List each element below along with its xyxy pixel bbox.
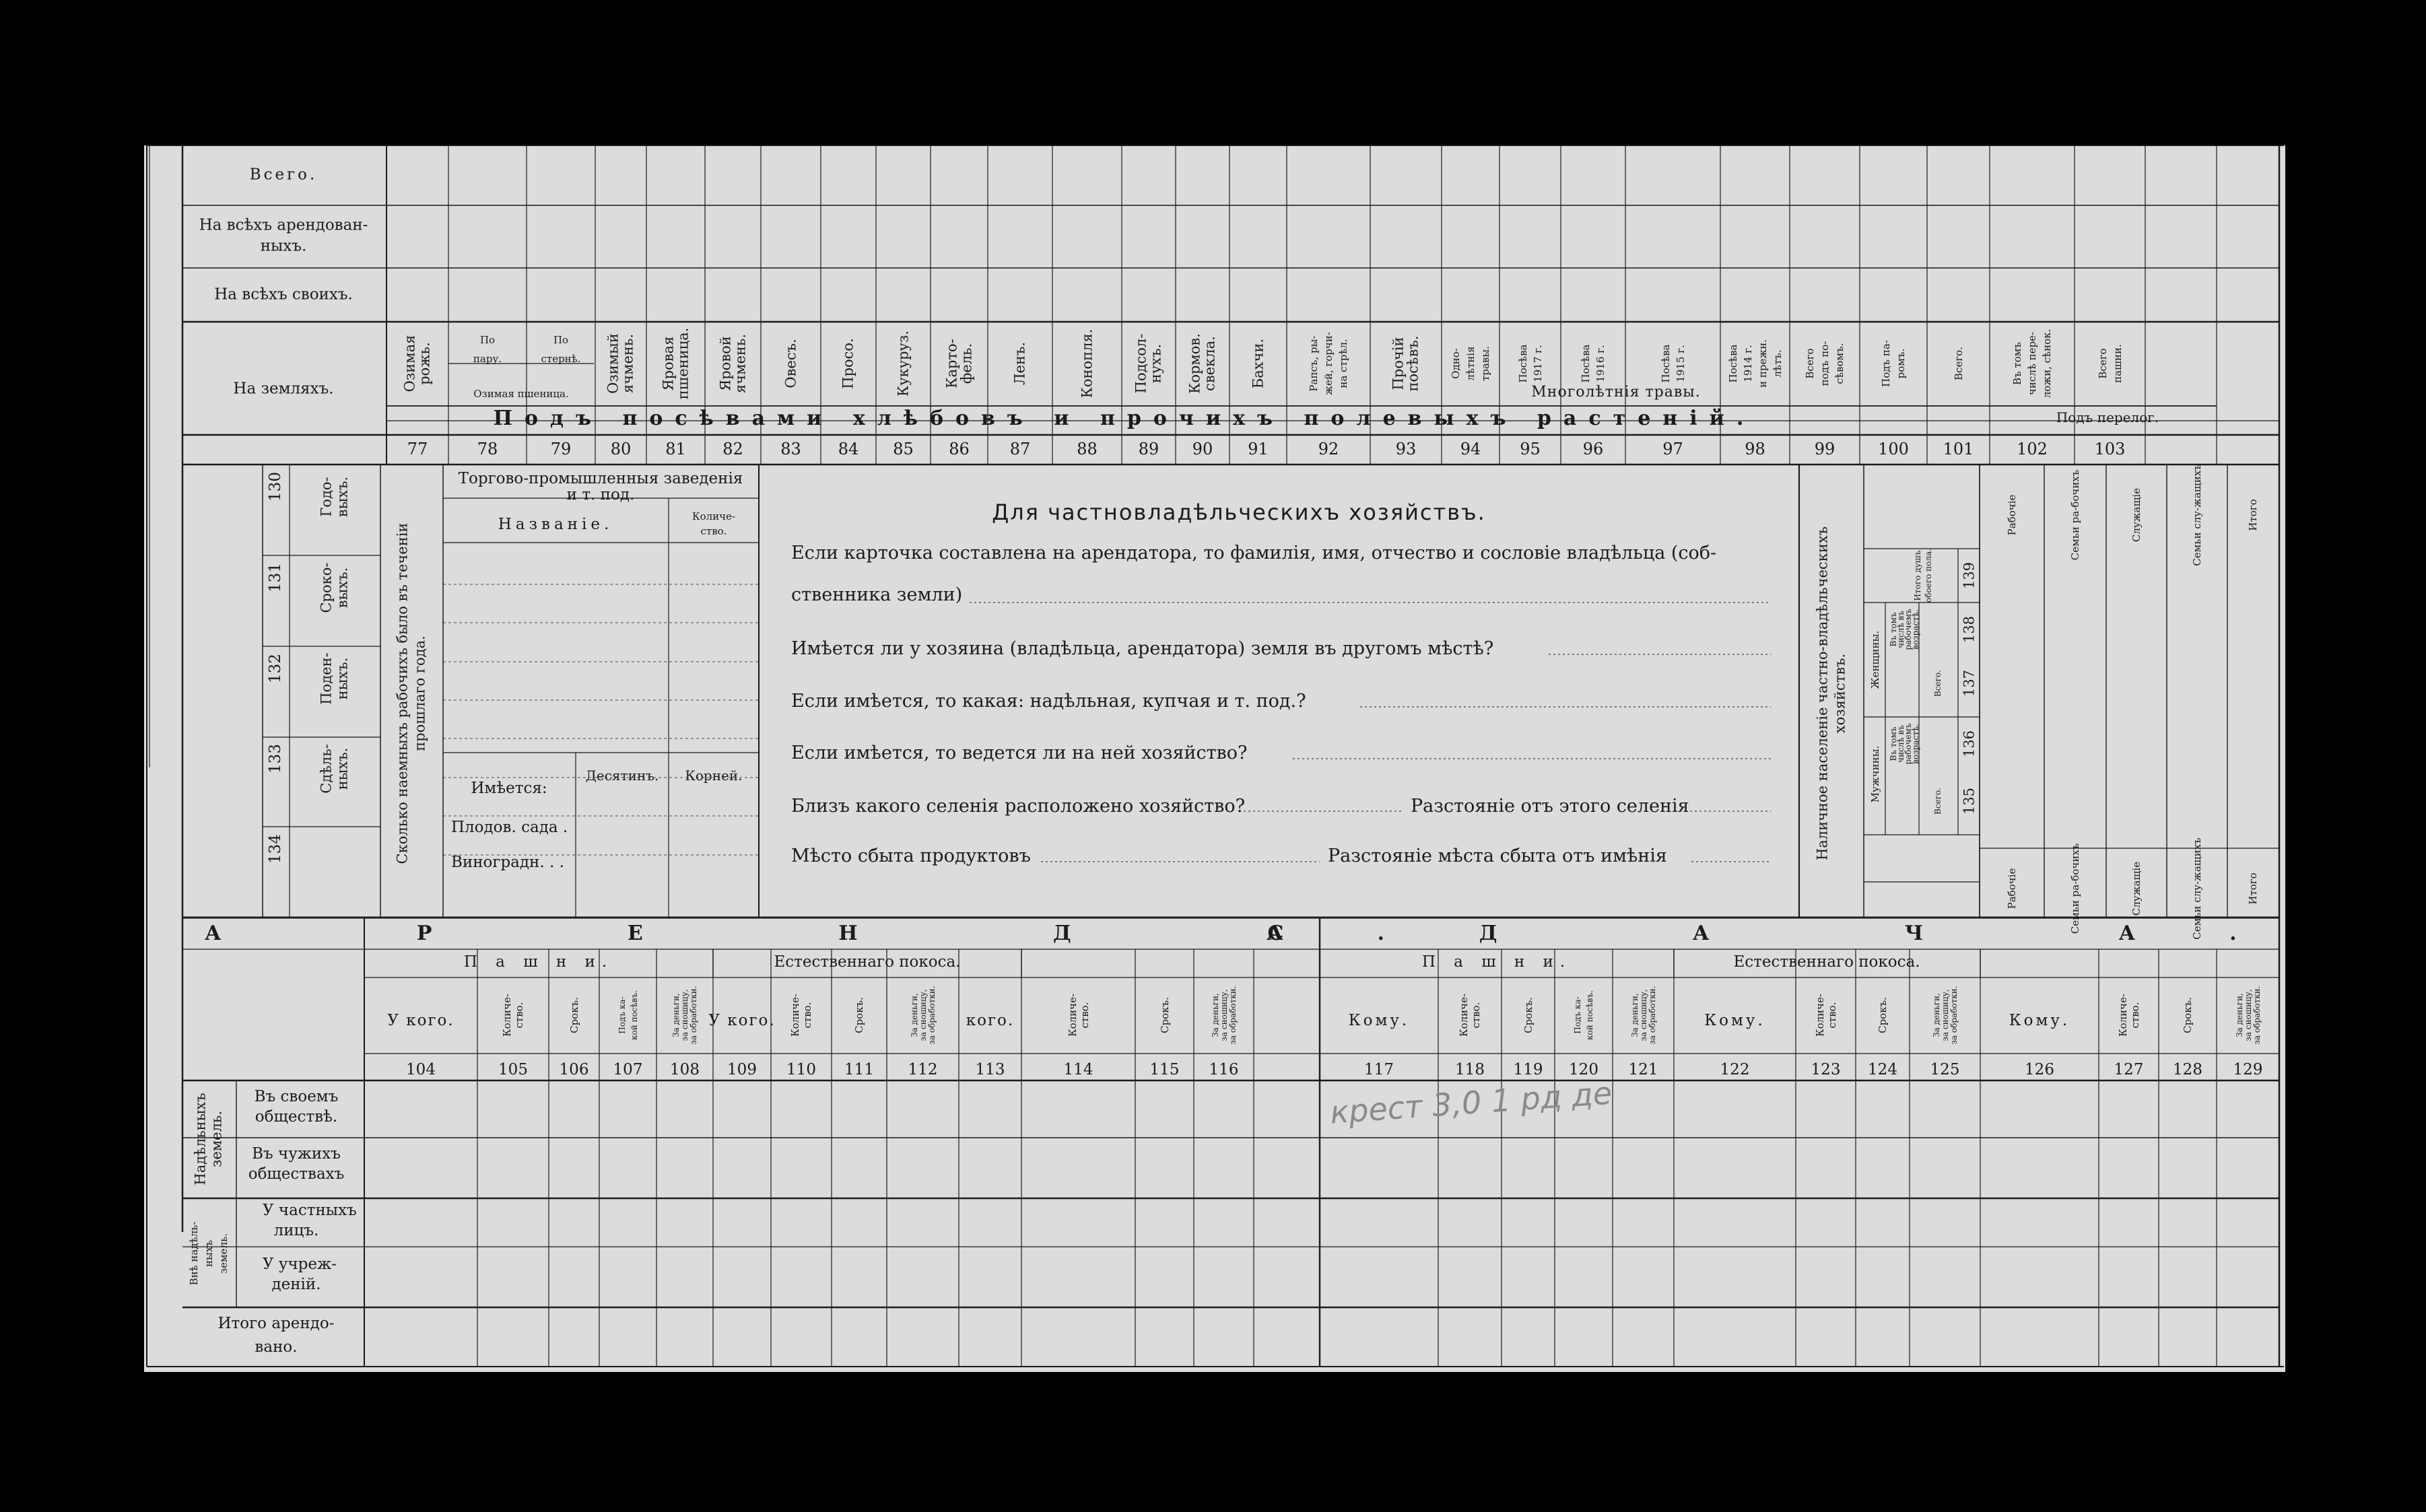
crop-col-label: Яровая: [659, 336, 676, 391]
crop-col-number: 90: [1192, 440, 1213, 458]
crop-col-label: Бахчи.: [1249, 338, 1266, 389]
sdacha-num: 119: [1513, 1061, 1543, 1078]
crop-col-label: По: [553, 334, 569, 346]
row-label-v-chuzhikh: Въ чужихъ: [252, 1145, 341, 1163]
crop-col-label: Яровой: [716, 336, 733, 391]
pop-col-top: Семьи слу-жащихъ: [2191, 464, 2203, 566]
crop-col-label: травы.: [1479, 346, 1491, 381]
trade-name-header: Названiе.: [498, 516, 613, 533]
sdacha-header: ство.: [2128, 1002, 2141, 1029]
crop-col-number: 95: [1520, 440, 1541, 458]
crop-col-number: 83: [780, 440, 801, 458]
sdacha-num: 123: [1811, 1061, 1841, 1078]
arenda-header: за сношицу,: [679, 989, 689, 1041]
pop-num: 135: [1961, 787, 1978, 815]
sdacha-num: 127: [2114, 1061, 2144, 1078]
sdacha-num: 128: [2173, 1061, 2202, 1078]
sdacha-header: Кому.: [2009, 1012, 2070, 1029]
sdacha-header: Количе-: [2116, 993, 2129, 1037]
arenda-num: 112: [908, 1061, 938, 1078]
crop-col-label: и прежн.: [1756, 339, 1769, 388]
crop-col-number: 92: [1318, 440, 1339, 458]
crop-col-label: Ленъ.: [1011, 342, 1028, 385]
private-question: Разстоянiе отъ этого селенiя: [1411, 796, 1689, 817]
crop-col-label: 1914 г.: [1741, 345, 1754, 382]
pop-vtom-w: возрастѣ.: [1910, 609, 1920, 650]
crop-col-label: фель.: [957, 343, 974, 384]
crop-col-label: Одно-: [1450, 348, 1462, 379]
pop-vsego-w: Всего.: [1932, 670, 1943, 697]
sdacha-title: С Д А Ч А.: [1267, 922, 2331, 945]
private-title: Для частновладѣльческихъ хозяйствъ.: [992, 500, 1486, 525]
crop-col-number: 100: [1878, 440, 1909, 458]
private-question: Имѣется ли у хозяина (владѣльца, арендатора) земля въ другомъ мѣстѣ?: [791, 638, 1494, 659]
sdacha-pashni: П а ш н и.: [1421, 953, 1572, 971]
pop-col-top: Служащiе: [2130, 487, 2143, 543]
arenda-num: 116: [1209, 1061, 1239, 1078]
crop-col-number: 79: [550, 440, 572, 458]
crop-col-label: По: [479, 334, 496, 346]
sdacha-header: За деньги,: [1629, 993, 1640, 1037]
crop-col-label: Озимый: [605, 333, 621, 394]
crop-col-number: 93: [1395, 440, 1417, 458]
row-label-vne-nadelnykh: земель.: [217, 1233, 230, 1274]
arenda-header: Количе-: [1066, 993, 1079, 1037]
sdacha-header: Количе-: [1458, 993, 1470, 1037]
crop-col-label: ячмень.: [731, 334, 748, 393]
crop-col-label: нухъ.: [1147, 343, 1164, 384]
crop-col-label: посѣвъ.: [1405, 335, 1421, 392]
arenda-header: За деньги,: [909, 993, 919, 1037]
arenda-header: за обработки.: [688, 986, 698, 1045]
row-label-svoikh: На всѣхъ своихъ.: [214, 285, 353, 304]
pop-num: 139: [1961, 561, 1978, 590]
left-row-label: Годо-: [318, 476, 335, 517]
hired-workers-label: прошлаго года.: [411, 635, 428, 751]
private-question: Близъ какого селенiя расположено хозяйство?: [791, 796, 1246, 817]
crop-col-label: 1916 г.: [1594, 345, 1607, 382]
row-label-u-uchrezhdeniy-2: денiй.: [271, 1276, 321, 1293]
crop-col-label: пшеница.: [674, 327, 691, 400]
row-label-v-chuzhikh-2: обществахъ: [248, 1165, 345, 1183]
crop-col-number: 89: [1138, 440, 1159, 458]
trade-title-2: и т. под.: [566, 486, 635, 504]
crop-col-label: ложи, сѣнок.: [2041, 329, 2053, 399]
pop-itogo: обоего пола.: [1923, 549, 1933, 603]
arenda-header: ство.: [801, 1002, 813, 1029]
sdacha-num: 117: [1364, 1061, 1394, 1078]
crop-col-label: Всего.: [1952, 347, 1965, 380]
arenda-header: За деньги,: [1210, 993, 1220, 1037]
trade-qty-header: Количе-: [692, 510, 736, 522]
crop-col-label: Кормов.: [1186, 333, 1203, 394]
private-question: Если имѣется, то какая: надѣльная, купчая и т. под.?: [791, 691, 1306, 712]
arenda-num: 114: [1063, 1061, 1093, 1078]
row-label-u-chastnykh-2: лицъ.: [273, 1222, 319, 1239]
crop-col-label: Рапсъ, ры-: [1308, 335, 1320, 392]
pop-col-top: Итого: [2247, 499, 2259, 531]
left-row-number: 132: [267, 653, 285, 683]
crop-col-number: 96: [1582, 440, 1604, 458]
arenda-num: 108: [670, 1061, 700, 1078]
crop-col-label: ромъ.: [1895, 348, 1907, 379]
sdacha-pokos: Естественнаго покоса.: [1733, 953, 1920, 971]
handwritten-note: крест 3,0 1 рд де: [1328, 1074, 1613, 1131]
arenda-header: Количе-: [501, 993, 513, 1037]
crop-col-label: числѣ пере-: [2026, 331, 2038, 396]
pop-muzhchiny: Мужчины.: [1869, 745, 1881, 803]
left-row-label: выхъ.: [334, 476, 351, 517]
row-label-arend-2: ныхъ.: [260, 237, 307, 255]
crop-col-label: Посѣва: [1726, 344, 1739, 383]
sdacha-header: за обработки.: [2252, 986, 2262, 1045]
sdacha-num: 120: [1569, 1061, 1598, 1078]
crop-col-label: 1917 г.: [1531, 345, 1544, 382]
crop-col-number: 91: [1248, 440, 1269, 458]
crop-col-label: Въ томъ: [2011, 342, 2023, 385]
sdacha-header: ство.: [1825, 1002, 1838, 1029]
crop-col-label: Карто-: [943, 339, 959, 388]
crop-col-label: пару.: [473, 353, 502, 365]
crop-col-label: стернѣ.: [541, 353, 581, 365]
crop-col-number: 102: [2017, 440, 2048, 458]
crop-col-number: 103: [2094, 440, 2126, 458]
arenda-header: кой посѣвъ.: [629, 990, 639, 1040]
pop-col-bottom: Рабочiе: [2006, 868, 2018, 909]
private-question: Если карточка составлена на арендатора, то фамилiя, имя, отчество и сословiе владѣльца (соб-: [791, 543, 1717, 563]
crop-col-label: ячмень.: [619, 334, 636, 393]
crop-col-label: Кукуруз.: [894, 330, 911, 397]
left-row-number: 133: [267, 743, 285, 774]
row-label-v-svoem: Въ своемъ: [254, 1088, 339, 1105]
ozimaya-pshenitsa-label: Озимая пшеница.: [473, 388, 569, 400]
sdacha-num: 125: [1930, 1061, 1960, 1078]
arenda-header: кого.: [966, 1012, 1015, 1029]
left-row-number: 130: [267, 471, 285, 502]
pop-num: 137: [1961, 669, 1978, 697]
crop-col-label: Конопля.: [1078, 329, 1095, 399]
pop-col-bottom: Итого: [2247, 872, 2259, 905]
crop-col-number: 78: [477, 440, 498, 458]
arenda-num: 115: [1149, 1061, 1180, 1078]
sdacha-header: За деньги,: [2234, 993, 2244, 1037]
crop-col-label: Просо.: [840, 338, 856, 389]
mnogoletnie-label: Многолѣтнiя травы.: [1531, 384, 1701, 401]
arenda-pokos: Естественнаго покоса.: [774, 953, 961, 971]
crop-col-number: 101: [1943, 440, 1974, 458]
row-label-itogo-2: вано.: [255, 1338, 298, 1356]
crop-col-label: подъ по-: [1819, 341, 1831, 386]
arenda-num: 106: [559, 1061, 589, 1078]
crop-col-label: Всего: [2096, 348, 2109, 379]
pop-col-top: Семьи ра-бочихъ: [2069, 469, 2081, 561]
sdacha-header: за сношицу,: [1940, 989, 1950, 1041]
pop-itogo: Итого душъ: [1912, 550, 1922, 601]
pop-num: 138: [1961, 615, 1978, 644]
crop-col-label: Посѣва: [1659, 344, 1672, 383]
private-question: Мѣсто сбыта продуктовъ: [791, 846, 1031, 866]
row-label-vsego: Всего.: [249, 166, 318, 184]
crop-col-number: 86: [949, 440, 970, 458]
crop-col-number: 82: [722, 440, 743, 458]
sdacha-header: Срокъ.: [2182, 997, 2194, 1033]
row-label-nadelnykh: Надѣльныхъ: [192, 1093, 209, 1185]
left-row-label: ныхъ.: [334, 657, 351, 699]
pop-vtom-w: числѣ въ: [1895, 611, 1906, 648]
pop-col-top: Рабочiе: [2006, 494, 2018, 536]
pop-col-bottom: Семьи слу-жащихъ: [2191, 837, 2203, 940]
crop-col-label: на стрѣл.: [1337, 339, 1349, 388]
row-label-nadelnykh: земель.: [208, 1110, 225, 1168]
crop-col-label: рожь.: [416, 342, 433, 385]
pop-vtom-m: числѣ въ: [1895, 725, 1906, 763]
left-row-label: Сдѣль-: [318, 743, 335, 794]
orchard-imeetsya: Имѣется:: [471, 780, 547, 797]
sdacha-num: 129: [2233, 1061, 2263, 1078]
sdacha-header: за обработки.: [1949, 986, 1959, 1045]
pop-vtom-m: возрастѣ.: [1910, 724, 1920, 764]
arenda-header: ство.: [513, 1002, 525, 1029]
arenda-title: А Р Е Н Д А.: [205, 922, 1479, 945]
sdacha-header: Срокъ.: [1522, 997, 1535, 1033]
arenda-header: ство.: [1078, 1002, 1091, 1029]
sdacha-header: Кому.: [1704, 1012, 1765, 1029]
left-row-label: выхъ.: [334, 567, 351, 608]
private-question: ственника земли): [791, 584, 963, 605]
orchard-korney: Корней.: [685, 767, 743, 784]
arenda-header: за сношицу,: [918, 989, 928, 1041]
arenda-num: 113: [975, 1061, 1005, 1078]
sdacha-header: за сношицу,: [2243, 989, 2253, 1041]
sdacha-header: Количе-: [1813, 993, 1826, 1037]
arenda-header: Подъ ка-: [617, 996, 627, 1034]
arenda-header: У кого.: [387, 1012, 454, 1029]
crop-col-label: пашни.: [2111, 344, 2124, 383]
crop-col-number: 81: [665, 440, 686, 458]
sdacha-num: 126: [2025, 1061, 2054, 1078]
crop-col-number: 85: [893, 440, 914, 458]
arenda-num: 110: [786, 1061, 816, 1078]
private-question: Разстоянiе мѣста сбыта отъ имѣнiя: [1328, 846, 1667, 866]
crop-col-label: Подсол-: [1133, 333, 1149, 394]
hired-workers-label: Сколько наемныхъ рабочихъ было въ теченiи: [394, 522, 411, 864]
row-label-vne-nadelnykh: Внѣ надѣль-: [188, 1221, 200, 1286]
arenda-header: Срокъ.: [568, 997, 580, 1033]
arenda-header: За деньги,: [671, 993, 681, 1037]
crop-col-label: Озимая: [401, 335, 418, 392]
sdacha-header: За деньги,: [1931, 993, 1941, 1037]
arenda-num: 104: [406, 1061, 436, 1078]
sdacha-header: за обработки.: [1647, 986, 1657, 1045]
pop-zhenshchiny: Женщины.: [1869, 630, 1881, 689]
arenda-header: за обработки.: [926, 986, 937, 1045]
arenda-num: 107: [613, 1061, 643, 1078]
sdacha-num: 124: [1868, 1061, 1897, 1078]
crop-col-label: жей, горчи-: [1322, 332, 1335, 395]
left-row-label: Сроко-: [318, 561, 335, 613]
crop-col-label: свекла.: [1201, 336, 1218, 391]
sdacha-num: 121: [1628, 1061, 1658, 1078]
crop-col-number: 97: [1662, 440, 1683, 458]
sdacha-header: Срокъ.: [1877, 997, 1889, 1033]
orchard-desyatin: Десятинъ.: [585, 767, 659, 784]
arenda-num: 105: [498, 1061, 528, 1078]
crop-col-label: 1915 г.: [1674, 345, 1687, 382]
sdacha-num: 118: [1455, 1061, 1485, 1078]
arenda-header: за сношицу,: [1219, 989, 1229, 1041]
arenda-header: Количе-: [789, 993, 801, 1037]
crop-col-number: 84: [838, 440, 859, 458]
arenda-header: Срокъ.: [853, 997, 865, 1033]
arenda-header: Срокъ.: [1158, 997, 1171, 1033]
orchard-vinogradn: Виноградн. . .: [451, 854, 564, 871]
left-row-number: 134: [267, 833, 285, 864]
crop-col-number: 87: [1009, 440, 1031, 458]
row-label-u-chastnykh: У частныхъ: [263, 1202, 357, 1219]
crop-col-label: сѣвомъ.: [1833, 343, 1846, 384]
crop-col-number: 80: [610, 440, 632, 458]
crop-col-label: Овесъ.: [782, 339, 799, 388]
pop-col-bottom: Служащiе: [2130, 861, 2143, 916]
sdacha-header: ство.: [1470, 1002, 1482, 1029]
row-label-v-svoem-2: обществѣ.: [255, 1108, 338, 1126]
crop-col-number: 98: [1745, 440, 1765, 458]
pop-vtom-w: рабочемъ: [1903, 609, 1913, 650]
row-label-itogo: Итого арендо-: [217, 1315, 335, 1332]
row-label-na-zemlyakh: На земляхъ.: [233, 380, 334, 398]
crop-col-label: лѣтъ.: [1771, 349, 1784, 378]
crop-col-number: 99: [1814, 440, 1835, 458]
arenda-pashni: П а ш н и.: [463, 953, 614, 971]
arenda-header: за обработки.: [1227, 986, 1238, 1045]
crop-col-number: 88: [1077, 440, 1098, 458]
crop-col-label: лѣтнiя: [1464, 346, 1477, 381]
population-vertical-label: хозяйствъ.: [1831, 653, 1848, 734]
trade-qty-header-2: ство.: [700, 525, 727, 537]
population-vertical-label: Наличное населенiе частно-владѣльческихъ: [1814, 526, 1831, 861]
orchard-plodov: Плодов. сада .: [451, 819, 568, 836]
arenda-num: 111: [844, 1061, 874, 1078]
arenda-header: У кого.: [708, 1012, 776, 1029]
crop-col-label: Прочiй: [1390, 337, 1407, 390]
sdacha-header: Подъ ка-: [1572, 996, 1582, 1034]
row-label-vne-nadelnykh: ныхъ: [203, 1240, 215, 1267]
pop-num: 136: [1961, 730, 1978, 758]
crop-col-label: Посѣва: [1580, 344, 1592, 383]
left-row-label: Поден-: [318, 652, 335, 705]
left-row-label: ныхъ.: [334, 747, 351, 790]
pod-perelog-label: Подъ перелог.: [2056, 409, 2159, 425]
pop-vtom-m: рабочемъ: [1903, 723, 1913, 765]
crop-col-number: 77: [407, 440, 428, 458]
row-label-arend-1: На всѣхъ арендован-: [199, 216, 368, 234]
sdacha-header: Кому.: [1348, 1012, 1410, 1029]
private-question: Если имѣется, то ведется ли на ней хозяйство?: [791, 743, 1248, 763]
pod-posevami-label: Подъ посѣвами хлѣбовъ и прочихъ полевыхъ растенiй.: [493, 407, 1756, 430]
arenda-num: 109: [727, 1061, 757, 1078]
pop-vsego-m: Всего.: [1932, 788, 1943, 815]
crop-col-label: Подъ па-: [1880, 340, 1892, 387]
crop-col-label: Всего: [1804, 348, 1816, 379]
sdacha-num: 122: [1720, 1061, 1750, 1078]
pop-col-bottom: Семьи ра-бочихъ: [2069, 843, 2081, 934]
row-label-u-uchrezhdeniy: У учреж-: [263, 1256, 337, 1273]
crop-col-number: 94: [1460, 440, 1481, 458]
left-row-number: 131: [267, 562, 285, 592]
pop-vtom-w: Въ томъ: [1888, 612, 1898, 647]
crop-col-label: Посѣва: [1516, 344, 1529, 383]
trade-title: Торгово-промышленныя заведенiя: [458, 470, 743, 487]
sdacha-header: кой посѣвъ.: [1584, 990, 1594, 1040]
sdacha-header: за сношицу,: [1638, 989, 1648, 1041]
pop-vtom-m: Въ томъ: [1888, 726, 1898, 761]
